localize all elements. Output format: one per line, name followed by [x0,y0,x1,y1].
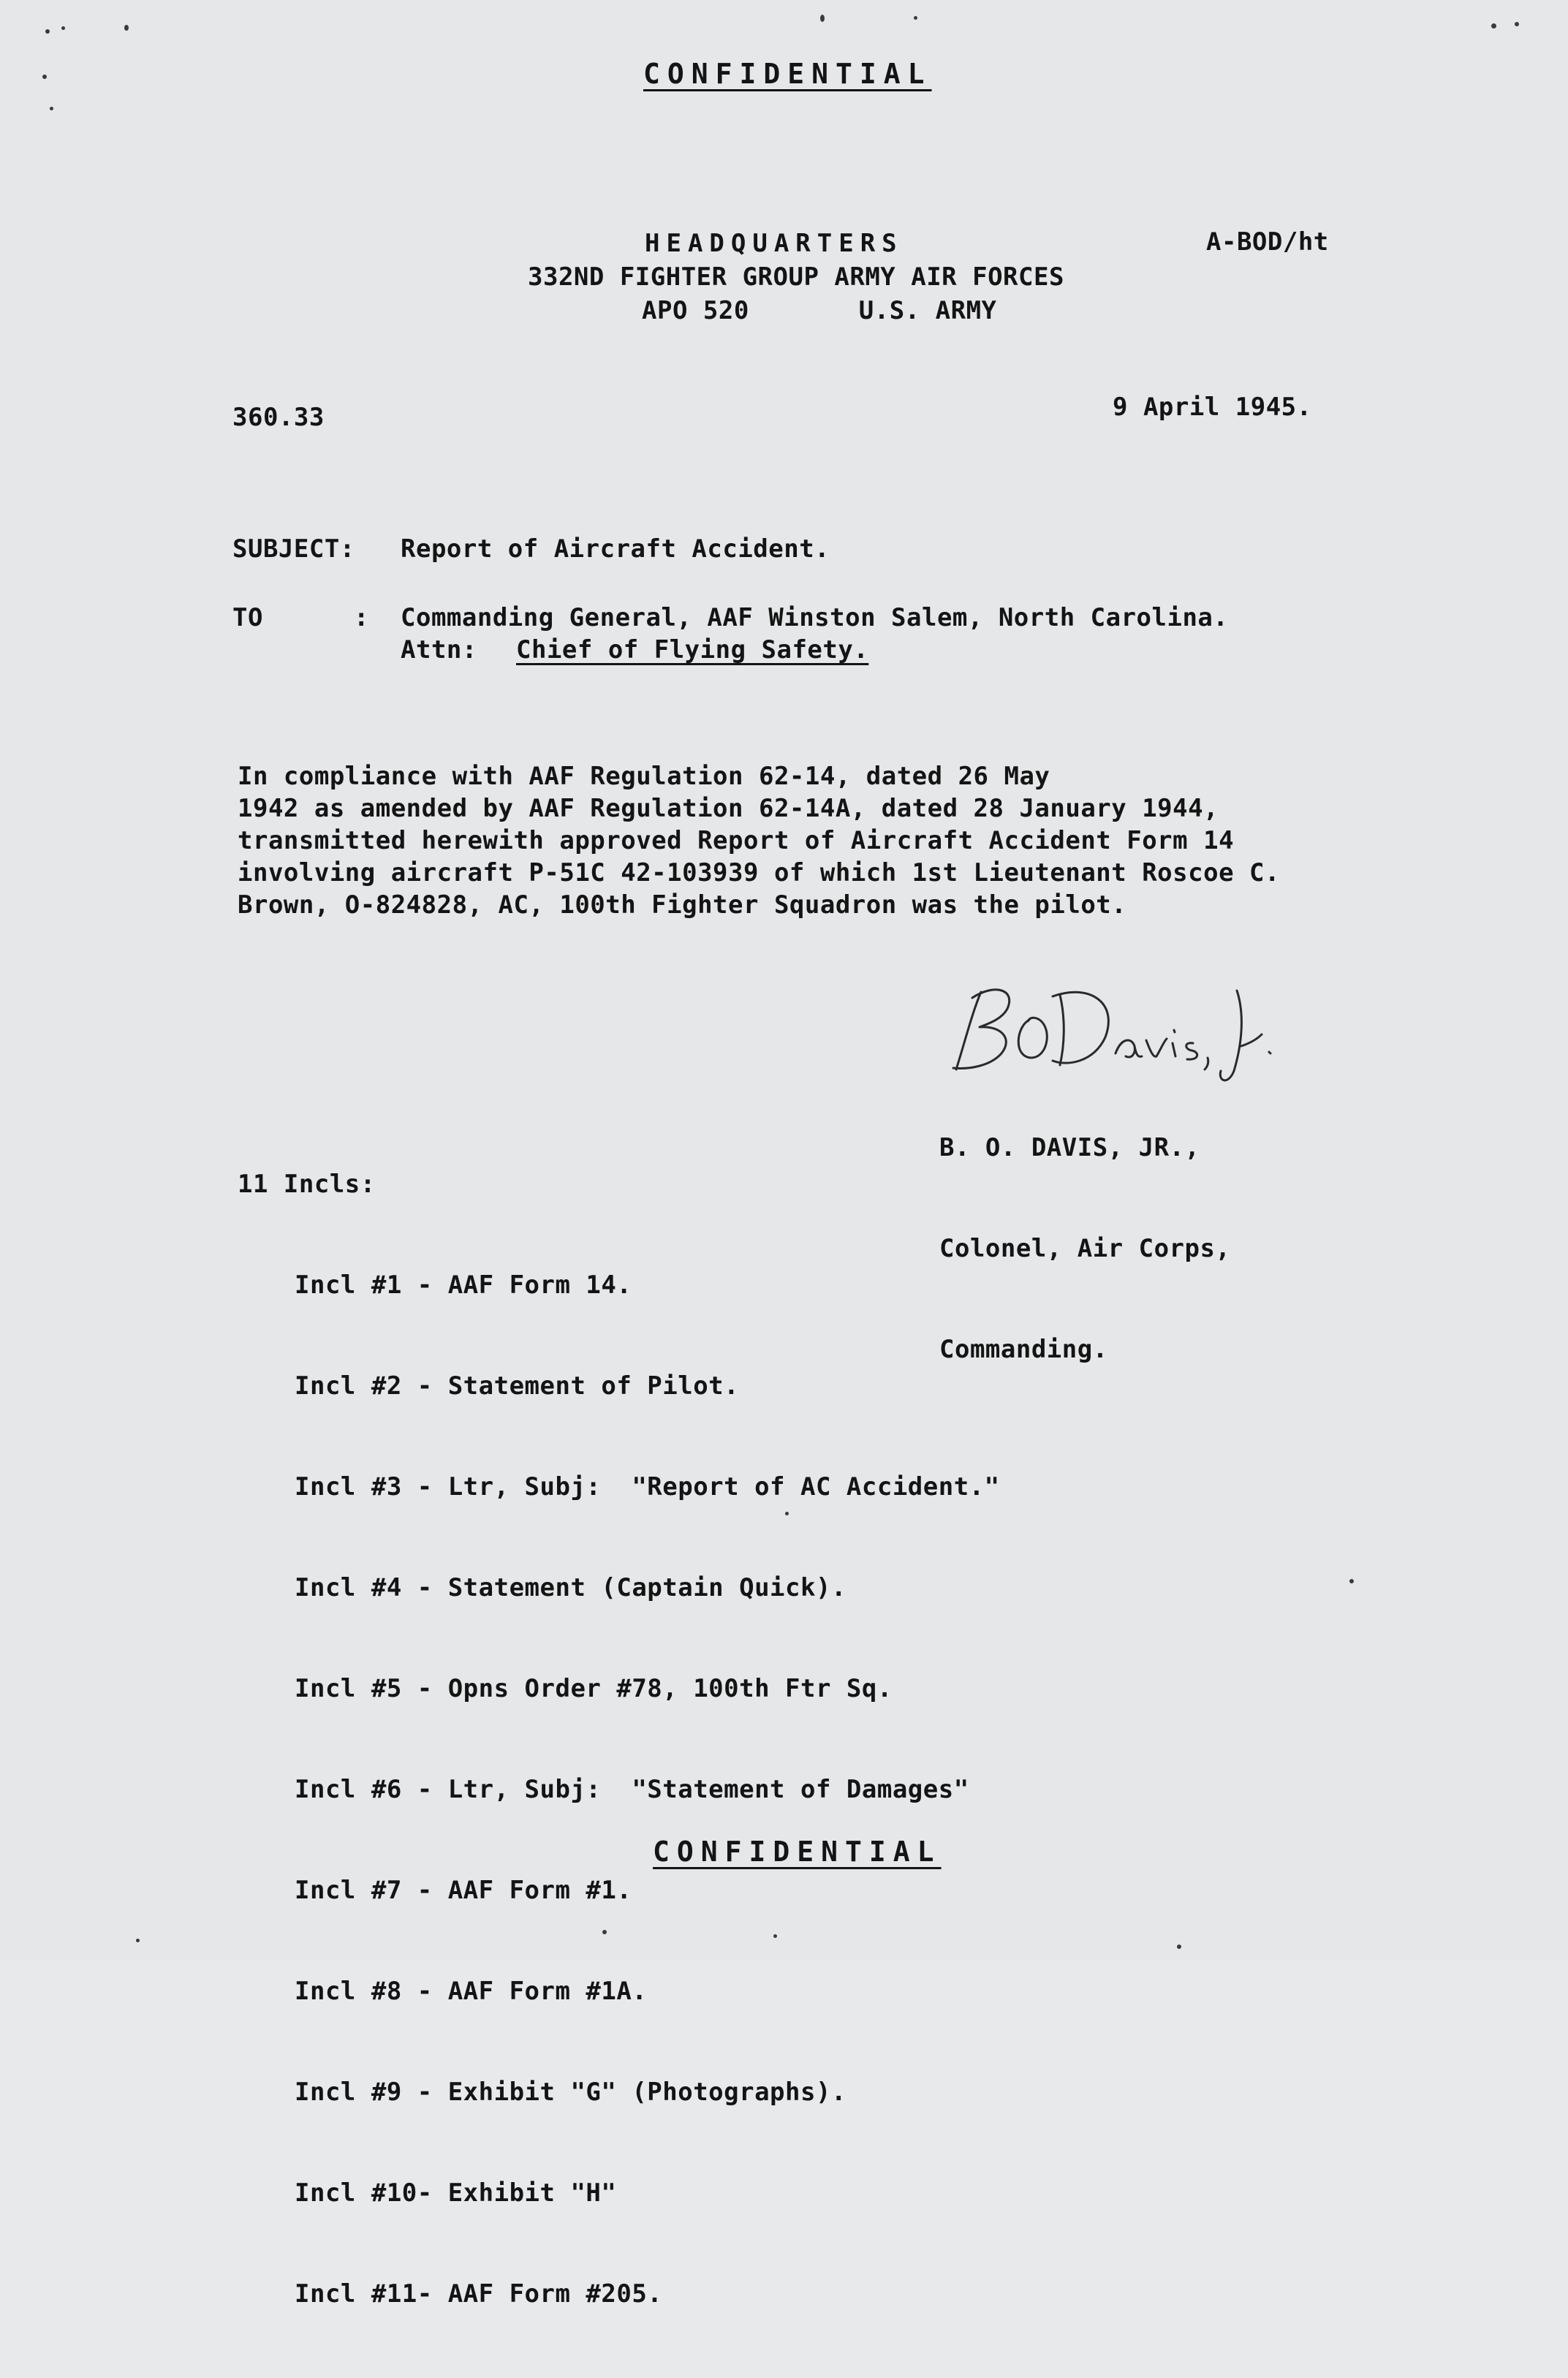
attn-label: Attn: [401,635,477,664]
enclosure-item: Incl #10- Exhibit "H" [295,2178,617,2208]
scan-speck [820,15,825,22]
scan-speck [61,26,65,30]
reference-code: A-BOD/ht [1206,227,1329,257]
enclosures-list [295,1201,1000,2378]
enclosure-item: Incl #2 - Statement of Pilot. [295,1371,740,1401]
scan-speck [50,107,53,110]
scan-speck [45,29,50,34]
attn-text: Chief of Flying Safety. [516,635,869,664]
enclosure-item: Incl #1 - AAF Form 14. [295,1271,632,1300]
scan-speck [1515,22,1519,26]
subject-label: SUBJECT: [232,534,355,564]
enclosure-item: Incl #4 - Statement (Captain Quick). [295,1573,847,1602]
enclosure-item: Incl #3 - Ltr, Subj: "Report of AC Accident." [295,1472,1000,1502]
address-line [642,294,997,327]
unit-name: 332ND FIGHTER GROUP ARMY AIR FORCES [528,262,1064,292]
scan-speck [1491,23,1496,29]
letter-date: 9 April 1945. [1113,393,1312,422]
enclosure-item: Incl #9 - Exhibit "G" (Photographs). [295,2078,847,2107]
scan-speck [602,1930,607,1934]
scan-speck [1177,1945,1181,1949]
to-colon: : [354,603,369,632]
signer-name: B. O. DAVIS, JR., [939,1133,1200,1162]
enclosure-item: Incl #11- AAF Form #205. [295,2279,663,2309]
enclosure-item: Incl #7 - AAF Form #1. [295,1876,632,1905]
to-label: TO [232,603,263,632]
file-number: 360.33 [232,403,325,432]
body-paragraph: In compliance with AAF Regulation 62-14, dated 26 May 1942 as amended by AAF Regulation 62-14A, dated 28 January 1944, transmitted herewith approved Report of Aircraft Accident Form 14 involving aircraft P-51C 42-103939 of which 1st Lieutenant Roscoe C. Brown, O-824828, AC, 100th Fighter Squadron was the pilot. [238,762,1280,920]
enclosures-header: 11 Incls: [238,1170,376,1199]
signer-rank: Colonel, Air Corps, [939,1234,1231,1263]
classification-bottom: CONFIDENTIAL [653,1836,942,1868]
scan-speck [124,25,129,31]
scan-speck [773,1934,777,1938]
subject-text: Report of Aircraft Accident. [401,534,830,564]
scan-speck [914,16,917,20]
classification-top: CONFIDENTIAL [643,58,932,90]
addressee: Commanding General, AAF Winston Salem, North Carolina. [401,603,1229,632]
headquarters-title: HEADQUARTERS [645,229,904,258]
apo-number: APO 520 [642,296,749,325]
enclosure-item: Incl #6 - Ltr, Subj: "Statement of Damages" [295,1775,969,1804]
scan-speck [42,75,47,79]
signer-title: Commanding. [939,1335,1108,1364]
enclosure-item: Incl #5 - Opns Order #78, 100th Ftr Sq. [295,1674,893,1703]
enclosure-item: Incl #8 - AAF Form #1A. [295,1977,648,2006]
army-label: U.S. ARMY [858,296,997,325]
scan-speck [785,1512,789,1515]
scan-speck [1349,1579,1354,1583]
scan-speck [136,1939,140,1942]
